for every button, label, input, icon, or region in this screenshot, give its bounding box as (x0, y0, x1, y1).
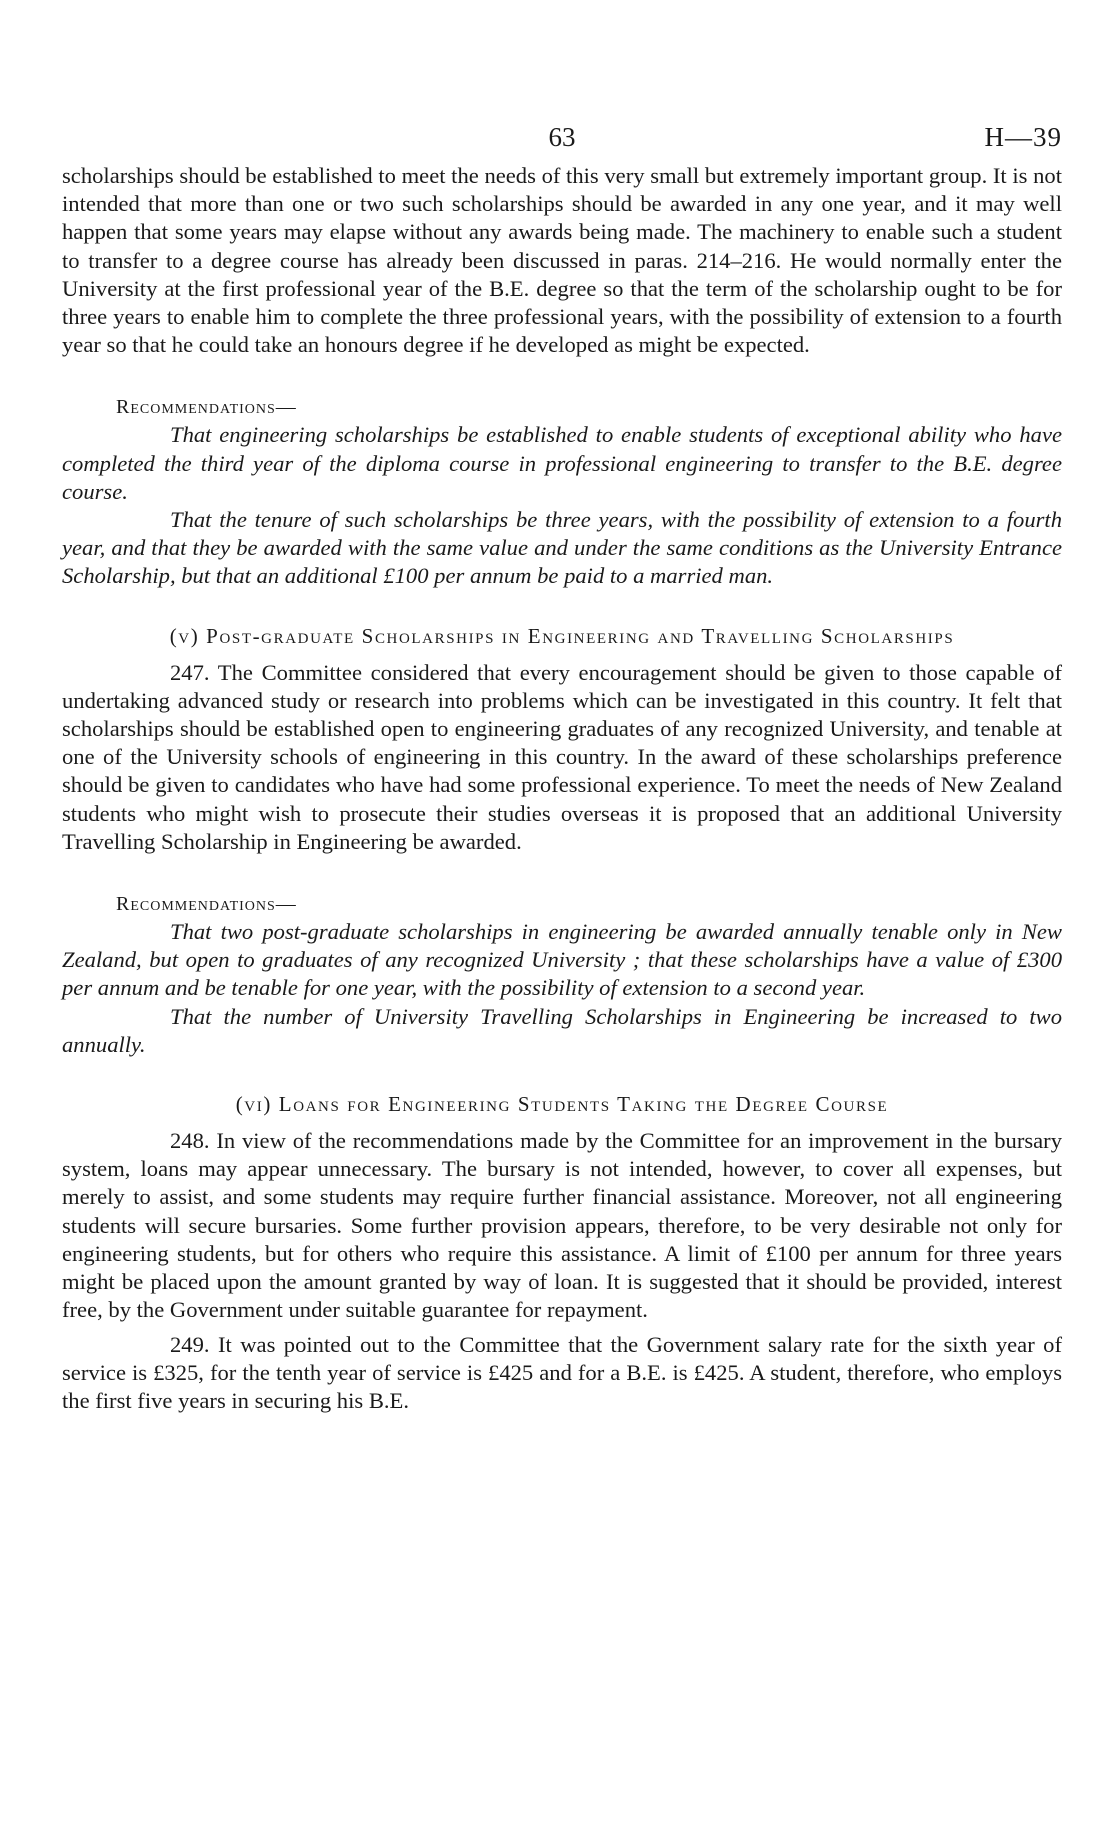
paragraph-248: 248. In view of the recommendations made by the Committee for an improvement in the bursary system, loans may appear unnecessary. The bursary is not intended, however, to cover all expenses, but merely to assist, and some students may require further financial assistance. Moreover, not all engineering students will secure bursaries. Some further provision appears, therefore, to be very desirable not only for engineering students, but for others who require this assistance. A limit of £100 per annum for three years might be placed upon the amount granted by way of loan. It is suggested that it should be provided, interest free, by the Government under suitable guarantee for repayment. (62, 1128, 1062, 1323)
document-reference: H—39 (984, 122, 1062, 152)
section-heading: (vi) Loans for Engineering Students Taking the Degree Course (235, 1092, 889, 1117)
section-heading: (v) Post-graduate Scholarships in Engineering and Travelling Scholarships (169, 623, 955, 648)
recommendation-item: That engineering scholarships be established to enable students of exceptional ability who have completed the third year of the diploma course in professional engineering to transfer to the B.E. degree course. (62, 422, 1062, 504)
page-header (62, 122, 1062, 162)
recommendations-label: Recommendations— (116, 893, 297, 916)
paragraph-249: 249. It was pointed out to the Committee that the Government salary rate for the sixth year of service is £325, for the tenth year of service is £425 and for a B.E. is £425. A student, therefore, who employs the first five years in securing his B.E. (62, 1331, 1062, 1413)
document-page (62, 122, 1062, 1415)
intro-paragraph: scholarships should be established to meet the needs of this very small but extremely important group. It is not intended that more than one or two such scholarships should be awarded in any one year, and it may well happen that some years may elapse without any awards being made. The machinery to enable such a student to transfer to a degree course has already been discussed in paras. 214–216. He would normally enter the University at the first professional year of the B.E. degree so that the term of the scholarship ought to be for three years to enable him to complete the three professional years, with the possibility of extension to a fourth year so that he could take an honours degree if he developed as might be expected. (62, 163, 1062, 358)
recommendations-label: Recommendations— (116, 396, 297, 419)
page-number: 63 (548, 122, 576, 152)
paragraph-247: 247. The Committee considered that every encouragement should be given to those capable of undertaking advanced study or research into problems which can be investigated in this country. It felt that scholarships should be established open to engineering graduates of any recognized University, and tenable at one of the University schools of engineering in this country. In the award of these scholarships preference should be given to candidates who have had some professional experience. To meet the needs of New Zealand students who might wish to prosecute their studies overseas it is proposed that an additional University Travelling Scholarship in Engineering be awarded. (62, 659, 1062, 854)
recommendation-item: That the tenure of such scholarships be three years, with the possibility of extension to a fourth year, and that they be awarded with the same value and under the same conditions as the University Entrance Scholarship, but that an additional £100 per annum be paid to a married man. (62, 507, 1062, 589)
recommendation-item: That the number of University Travelling Scholarships in Engineering be increased to two annually. (62, 1003, 1062, 1057)
recommendation-item: That two post-graduate scholarships in engineering be awarded annually tenable only in New Zealand, but open to graduates of any recognized University ; that these scholarships have a value of £300 per annum and be tenable for one year, with the possibility of extension to a second year. (62, 919, 1062, 1001)
